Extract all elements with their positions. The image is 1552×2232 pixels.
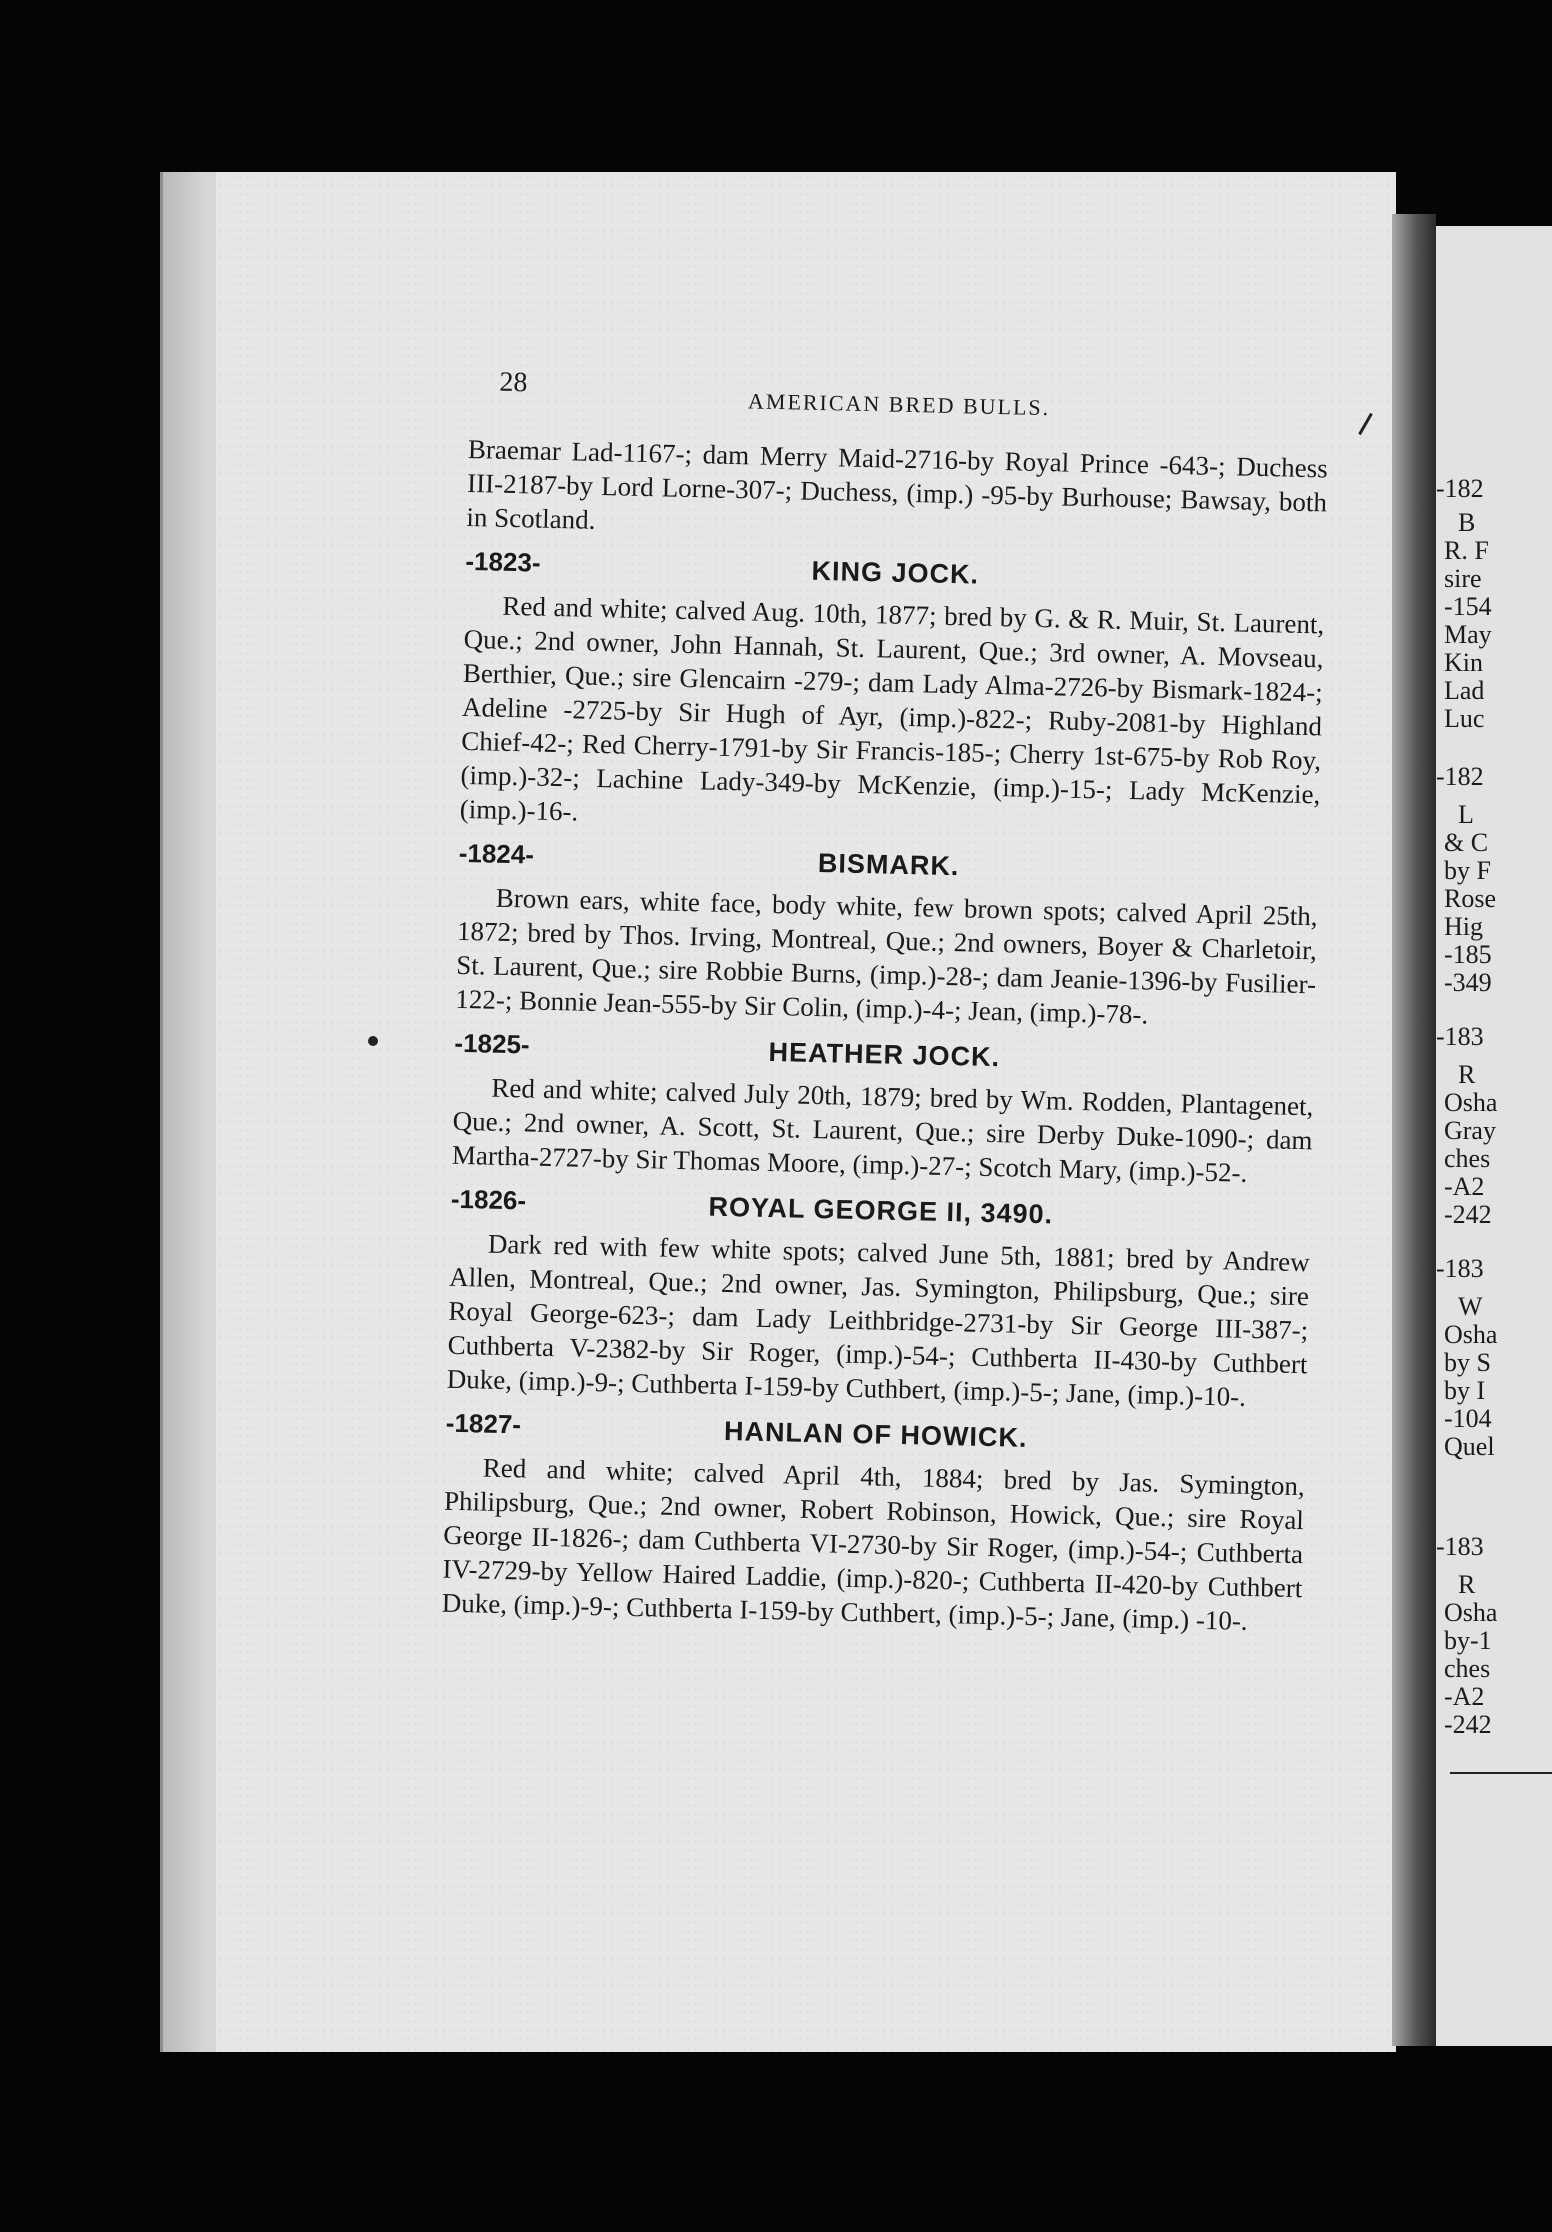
entry-1823: [459, 540, 1325, 845]
facing-text: ches: [1444, 1144, 1491, 1173]
facing-text: -242: [1444, 1710, 1492, 1739]
facing-text: R: [1458, 1060, 1476, 1089]
facing-text: R. F: [1444, 536, 1489, 565]
entry-text: Brown ears, white face, body white, few brown spots; calved April 25th, 1872; bred by Thos. Irving, Montreal, Que.; 2nd owners, Boyer & Charletoir, St. Laurent, Que.; sire Robbie Burns, (imp.)-28-; dam Jeanie-1396-by Fusilier-122-; Bonnie Jean-555-by Sir Colin, (imp.)-4-; Jean, (imp.)-78-.: [455, 882, 1318, 1030]
facing-text: -154: [1444, 592, 1492, 621]
opening-paragraph: Braemar Lad-1167-; dam Merry Maid-2716-by Royal Prince -643-; Duchess III-2187-by Lord Lorne-307-; Duchess, (imp.) -95-by Burhouse; Bawsay, both in Scotland.: [466, 433, 1329, 535]
running-title: AMERICAN BRED BULLS.: [747, 388, 1051, 421]
facing-text: ches: [1444, 1654, 1491, 1683]
entry-name: HEATHER JOCK.: [768, 1036, 1001, 1073]
facing-text: Lad: [1444, 676, 1485, 705]
facing-text: Quel: [1444, 1432, 1495, 1461]
facing-text: B: [1458, 508, 1476, 537]
page-number: 28: [499, 366, 528, 399]
facing-text: -104: [1444, 1404, 1492, 1433]
facing-page-fragment: [1436, 226, 1552, 2046]
facing-text: Hig: [1444, 912, 1483, 941]
facing-text: L: [1458, 800, 1474, 829]
margin-dot: [368, 1036, 378, 1046]
entry-1825: [452, 1022, 1315, 1191]
facing-text: -183: [1436, 1254, 1484, 1283]
facing-text: Osha: [1444, 1598, 1498, 1627]
facing-text: -349: [1444, 968, 1492, 997]
facing-text: -182: [1436, 762, 1484, 791]
entry-text: Dark red with few white spots; calved June 5th, 1881; bred by Andrew Allen, Montreal, Que.; 2nd owner, Jas. Symington, Philipsburg, Que.; sire Royal George-623-; dam Lady Leithbridge-2731-by Sir George III-387-; Cuthberta V-2382-by Sir Roger, (imp.)-54-; Cuthberta II-430-by Cuthbert Duke, (imp.)-9-; Cuthberta I-159-by Cuthbert, (imp.)-5-; Jane, (imp.)-10-.: [446, 1228, 1311, 1412]
facing-text: -183: [1436, 1022, 1484, 1051]
facing-text: -183: [1436, 1532, 1484, 1561]
entry-number: -1824-: [458, 837, 535, 870]
facing-text: R: [1458, 1570, 1476, 1599]
entry-text: Red and white; calved July 20th, 1879; bred by Wm. Rodden, Plantagenet, Que.; 2nd owner, A. Scott, St. Laurent, Que.; sire Derby Duke-1090-; dam Martha-2727-by Sir Thomas Moore, (imp.)-27-; Scotch Mary, (imp.)-52-.: [451, 1072, 1314, 1188]
facing-text: -182: [1436, 474, 1484, 503]
facing-text: Osha: [1444, 1088, 1498, 1117]
facing-text: Osha: [1444, 1320, 1498, 1349]
facing-rule: [1450, 1772, 1552, 1774]
facing-text: Gray: [1444, 1116, 1496, 1145]
page-content: [437, 360, 1330, 1829]
facing-text: W: [1458, 1292, 1483, 1321]
facing-text: by I: [1444, 1376, 1486, 1405]
entry-1826: [446, 1178, 1311, 1415]
entry-name: ROYAL GEORGE II, 3490.: [708, 1191, 1054, 1230]
entry-text: Red and white; calved Aug. 10th, 1877; bred by G. & R. Muir, St. Laurent, Que.; 2nd owner, John Hannah, St. Laurent, Que.; 3rd owner, A. Movseau, Berthier, Que.; sire Glencairn -279-; dam Lady Alma-2726-by Bismark-1824-; Adeline -2725-by Sir Hugh of Ayr, (imp.)-822-; Ruby-2081-by Highland Chief-42-; Red Cherry-1791-by Sir Francis-185-; Cherry 1st-675-by Rob Roy, (imp.)-32-; Lachine Lady-349-by McKenzie, (imp.)-15-; Lady McKenzie, (imp.)-16-.: [459, 590, 1325, 827]
book-gutter: [1392, 214, 1436, 2046]
facing-text: Luc: [1444, 704, 1485, 733]
facing-text: & C: [1444, 828, 1489, 857]
entry-text: Red and white; calved April 4th, 1884; bred by Jas. Symington, Philipsburg, Que.; 2nd owner, Robert Robinson, Howick, Que.; sire Royal George II-1826-; dam Cuthberta VI-2730-by Sir Roger, (imp.)-54-; Cuthberta IV-2729-by Yellow Haired Laddie, (imp.)-820-; Cuthberta II-420-by Cuthbert Duke, (imp.)-9-; Cuthberta I-159-by Cuthbert, (imp.)-5-; Jane, (imp.) -10-.: [441, 1452, 1306, 1636]
entry-1827: [441, 1402, 1306, 1639]
entry-name: BISMARK.: [817, 848, 960, 882]
facing-text: -242: [1444, 1200, 1492, 1229]
entry-1824: [455, 832, 1319, 1035]
facing-text: by F: [1444, 856, 1491, 885]
entry-number: -1827-: [445, 1407, 522, 1440]
facing-text: Kin: [1444, 648, 1483, 677]
facing-text: by-1: [1444, 1626, 1492, 1655]
entry-name: KING JOCK.: [811, 555, 980, 590]
facing-text: sire: [1444, 564, 1482, 593]
facing-text: -A2: [1444, 1172, 1485, 1201]
facing-text: May: [1444, 620, 1492, 649]
entry-number: -1825-: [454, 1027, 530, 1060]
facing-text: -A2: [1444, 1682, 1485, 1711]
entry-name: HANLAN OF HOWICK.: [723, 1416, 1028, 1453]
facing-text: by S: [1444, 1348, 1491, 1377]
facing-text: Rose: [1444, 884, 1496, 913]
entry-number: -1823-: [465, 545, 541, 578]
facing-text: -185: [1444, 940, 1492, 969]
entry-number: -1826-: [450, 1183, 527, 1216]
